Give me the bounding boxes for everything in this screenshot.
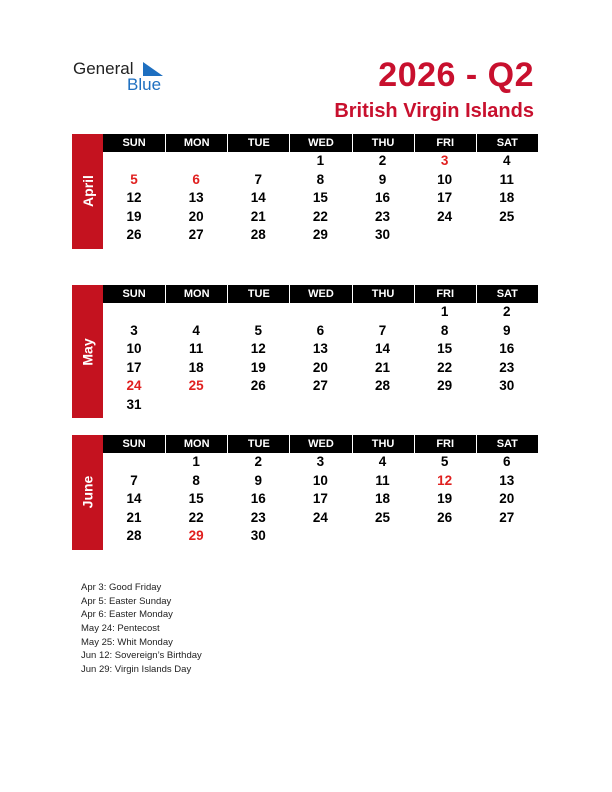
day-cell: 6 <box>316 322 325 338</box>
week-row <box>103 189 538 208</box>
holiday-legend-item: May 24: Pentecost <box>81 623 160 635</box>
day-cell: 30 <box>375 227 391 242</box>
calendar-grid <box>103 435 538 546</box>
empty-day-cell <box>227 152 289 171</box>
calendar-grid <box>103 285 538 414</box>
weekday-header-row <box>103 285 538 303</box>
day-cell: 3 <box>316 454 325 469</box>
empty-day-cell <box>103 453 165 472</box>
day-cell: 25 <box>499 208 515 224</box>
empty-day-cell <box>165 396 227 415</box>
month-label <box>72 285 103 418</box>
day-cell: 6 <box>192 171 200 187</box>
day-cell: 13 <box>312 341 328 356</box>
day-cell: 14 <box>126 491 142 506</box>
day-cell: 19 <box>126 208 142 224</box>
day-cell: 16 <box>499 341 515 356</box>
weekday-header: MON <box>165 134 227 152</box>
day-cell: 28 <box>250 227 266 242</box>
day-cell: 8 <box>316 171 325 187</box>
day-cell: 1 <box>192 454 200 469</box>
weekday-header: FRI <box>414 435 476 453</box>
day-cell: 23 <box>250 509 266 525</box>
day-cell: 4 <box>192 322 200 338</box>
logo-word-blue: Blue <box>127 75 162 94</box>
week-row <box>103 226 538 245</box>
day-cell: 31 <box>126 396 142 412</box>
weekday-header: SAT <box>476 435 538 453</box>
day-cell: 25 <box>188 378 204 393</box>
day-cell: 5 <box>440 454 449 469</box>
weekday-header: TUE <box>227 134 289 152</box>
day-cell: 13 <box>499 472 515 488</box>
holiday-legend-item: Jun 29: Virgin Islands Day <box>81 664 192 676</box>
day-cell: 27 <box>312 378 328 393</box>
day-cell: 15 <box>312 190 328 205</box>
day-cell: 15 <box>188 491 204 506</box>
day-cell: 12 <box>437 472 453 488</box>
day-cell: 29 <box>188 528 204 543</box>
day-cell: 22 <box>437 359 453 375</box>
day-cell: 25 <box>375 509 391 525</box>
day-cell: 28 <box>126 528 142 543</box>
generalblue-logo <box>73 59 173 95</box>
day-cell: 16 <box>250 491 266 506</box>
empty-day-cell <box>414 527 476 546</box>
empty-day-cell <box>352 303 414 322</box>
empty-day-cell <box>352 527 414 546</box>
week-row <box>103 472 538 491</box>
day-cell: 10 <box>312 472 328 488</box>
holiday-legend-item: Jun 12: Sovereign’s Birthday <box>81 650 202 662</box>
week-row <box>103 490 538 509</box>
day-cell: 21 <box>126 509 142 525</box>
day-cell: 23 <box>499 359 515 375</box>
holiday-legend-item: May 25: Whit Monday <box>81 636 173 648</box>
day-cell: 5 <box>254 322 263 338</box>
day-cell: 14 <box>250 190 266 205</box>
weekday-header: SUN <box>103 435 165 453</box>
day-cell: 26 <box>126 227 142 242</box>
weekday-header-row <box>103 435 538 453</box>
weekday-header: MON <box>165 435 227 453</box>
empty-day-cell <box>476 396 538 415</box>
day-cell: 8 <box>192 472 200 488</box>
empty-day-cell <box>289 303 351 322</box>
day-cell: 20 <box>188 208 204 224</box>
day-cell: 22 <box>188 509 204 525</box>
month-label <box>72 435 103 550</box>
day-cell: 2 <box>378 153 387 168</box>
day-cell: 9 <box>503 322 511 338</box>
month-name: June <box>79 475 96 509</box>
day-cell: 9 <box>254 472 263 488</box>
day-cell: 27 <box>188 227 204 242</box>
day-cell: 10 <box>437 171 453 187</box>
empty-day-cell <box>476 527 538 546</box>
day-cell: 30 <box>250 528 266 543</box>
month-name: April <box>79 175 96 208</box>
day-cell: 18 <box>188 359 204 375</box>
day-cell: 2 <box>254 454 263 469</box>
day-cell: 22 <box>312 208 328 224</box>
day-cell: 16 <box>375 190 391 205</box>
week-row <box>103 340 538 359</box>
weekday-header: WED <box>289 134 351 152</box>
day-cell: 6 <box>503 454 511 469</box>
day-cell: 8 <box>440 322 449 338</box>
week-row <box>103 303 538 322</box>
day-cell: 7 <box>378 322 387 338</box>
day-cell: 3 <box>130 322 138 338</box>
empty-day-cell <box>227 396 289 415</box>
weekday-header: SUN <box>103 285 165 303</box>
day-cell: 20 <box>312 359 328 375</box>
holiday-legend-item: Apr 6: Easter Monday <box>81 609 173 621</box>
empty-day-cell <box>103 303 165 322</box>
week-row <box>103 208 538 227</box>
day-cell: 11 <box>375 472 390 488</box>
day-cell: 24 <box>437 208 453 224</box>
empty-day-cell <box>476 226 538 245</box>
empty-day-cell <box>414 226 476 245</box>
week-row <box>103 509 538 528</box>
page-title: 2026 - Q2 <box>378 56 534 94</box>
weekday-header: FRI <box>414 134 476 152</box>
week-row <box>103 527 538 546</box>
empty-day-cell <box>103 152 165 171</box>
holiday-legend <box>81 581 202 677</box>
day-cell: 26 <box>250 378 266 393</box>
day-cell: 1 <box>316 153 325 168</box>
day-cell: 1 <box>440 304 449 319</box>
day-cell: 15 <box>437 341 453 356</box>
day-cell: 29 <box>312 227 328 242</box>
week-row <box>103 453 538 472</box>
weekday-header: FRI <box>414 285 476 303</box>
weekday-header: THU <box>352 134 414 152</box>
day-cell: 23 <box>375 208 391 224</box>
weekday-header: SUN <box>103 134 165 152</box>
page-subtitle: British Virgin Islands <box>334 100 534 122</box>
day-cell: 30 <box>499 378 515 393</box>
day-cell: 24 <box>312 509 328 525</box>
week-row <box>103 322 538 341</box>
day-cell: 11 <box>499 171 514 187</box>
day-cell: 20 <box>499 491 515 506</box>
day-cell: 10 <box>126 341 142 356</box>
day-cell: 27 <box>499 509 515 525</box>
week-row <box>103 359 538 378</box>
logo-word-general: General <box>73 59 134 78</box>
day-cell: 7 <box>254 171 263 187</box>
week-row <box>103 377 538 396</box>
day-cell: 2 <box>503 304 511 319</box>
day-cell: 17 <box>126 359 142 375</box>
day-cell: 19 <box>250 359 266 375</box>
holiday-legend-item: Apr 3: Good Friday <box>81 582 162 593</box>
empty-day-cell <box>289 396 351 415</box>
empty-day-cell <box>227 303 289 322</box>
day-cell: 26 <box>437 509 453 525</box>
empty-day-cell <box>165 152 227 171</box>
day-cell: 12 <box>250 341 266 356</box>
holiday-legend-item: Apr 5: Easter Sunday <box>81 595 172 607</box>
weekday-header-row <box>103 134 538 152</box>
weekday-header: WED <box>289 285 351 303</box>
day-cell: 11 <box>189 341 204 356</box>
day-cell: 29 <box>437 378 453 393</box>
month-name: May <box>79 337 96 366</box>
day-cell: 18 <box>499 190 515 205</box>
empty-day-cell <box>289 527 351 546</box>
day-cell: 19 <box>437 491 453 506</box>
weekday-header: THU <box>352 435 414 453</box>
day-cell: 4 <box>378 454 387 469</box>
day-cell: 17 <box>312 491 328 506</box>
week-row <box>103 396 538 415</box>
day-cell: 3 <box>440 153 449 168</box>
day-cell: 14 <box>375 341 391 356</box>
calendar-grid <box>103 134 538 245</box>
weekday-header: TUE <box>227 435 289 453</box>
day-cell: 4 <box>503 153 511 168</box>
day-cell: 13 <box>188 190 204 205</box>
day-cell: 28 <box>375 378 391 393</box>
week-row <box>103 152 538 171</box>
day-cell: 12 <box>126 190 142 205</box>
day-cell: 24 <box>126 378 142 393</box>
week-row <box>103 171 538 190</box>
month-label <box>72 134 103 249</box>
day-cell: 7 <box>130 472 138 488</box>
weekday-header: SAT <box>476 134 538 152</box>
weekday-header: THU <box>352 285 414 303</box>
weekday-header: TUE <box>227 285 289 303</box>
day-cell: 18 <box>375 491 391 506</box>
weekday-header: SAT <box>476 285 538 303</box>
weekday-header: WED <box>289 435 351 453</box>
day-cell: 17 <box>437 190 453 205</box>
day-cell: 9 <box>378 171 387 187</box>
empty-day-cell <box>352 396 414 415</box>
day-cell: 21 <box>375 359 391 375</box>
empty-day-cell <box>414 396 476 415</box>
empty-day-cell <box>165 303 227 322</box>
weekday-header: MON <box>165 285 227 303</box>
day-cell: 5 <box>130 171 138 187</box>
day-cell: 21 <box>250 208 266 224</box>
